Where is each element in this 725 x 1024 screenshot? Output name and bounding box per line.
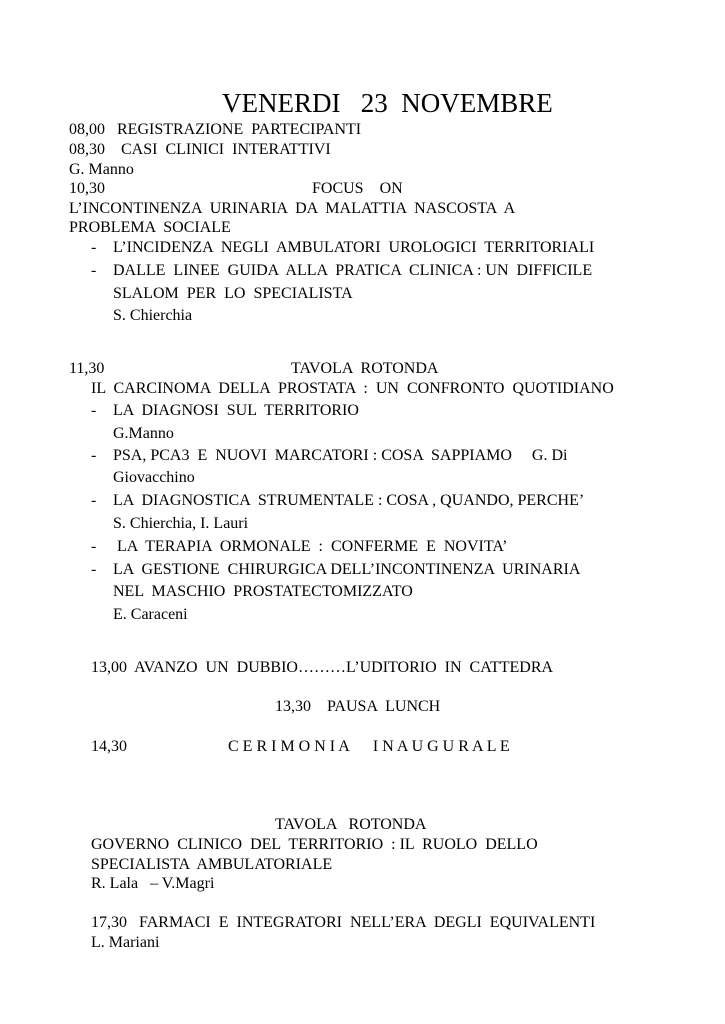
talk-title: LA GESTIONE CHIRURGICA DELL’INCONTINENZA URINARIA xyxy=(113,561,581,578)
bullet-dash: - xyxy=(91,561,97,578)
speaker-name: R. Lala – V.Magri xyxy=(91,875,215,892)
bullet-dash: - xyxy=(91,447,97,464)
speaker-name: S. Chierchia xyxy=(113,307,193,324)
session-topic: L’INCONTINENZA URINARIA DA MALATTIA NASCOSTA A xyxy=(69,200,516,217)
speaker-name: L. Mariani xyxy=(91,934,160,951)
schedule-line: 13,00 AVANZO UN DUBBIO………L’UDITORIO IN CATTEDRA xyxy=(91,659,554,676)
session-time: 14,30 xyxy=(91,738,127,755)
session-label: FOCUS ON xyxy=(312,180,403,197)
schedule-line: 08,30 CASI CLINICI INTERATTIVI xyxy=(69,141,331,158)
bullet-dash: - xyxy=(91,402,97,419)
talk-title: NEL MASCHIO PROSTATECTOMIZZATO xyxy=(113,583,413,600)
session-time: 10,30 xyxy=(69,180,105,197)
session-topic: SPECIALISTA AMBULATORIALE xyxy=(91,856,333,873)
schedule-line: 17,30 FARMACI E INTEGRATORI NELL’ERA DEGLI EQUIVALENTI xyxy=(91,914,596,931)
session-topic: PROBLEMA SOCIALE xyxy=(69,219,231,236)
schedule-line: 13,30 PAUSA LUNCH xyxy=(275,698,441,715)
session-label: TAVOLA ROTONDA xyxy=(275,816,427,833)
day-title: VENERDI 23 NOVEMBRE xyxy=(222,88,553,118)
schedule-line: 08,00 REGISTRAZIONE PARTECIPANTI xyxy=(69,121,362,138)
talk-title: PSA, PCA3 E NUOVI MARCATORI : COSA SAPPIAMO G. Di xyxy=(113,447,568,464)
bullet-dash: - xyxy=(91,239,97,256)
session-time: 11,30 xyxy=(69,360,105,377)
session-label: C E R I M O N I A I N A U G U R A L E xyxy=(228,738,510,755)
talk-title: LA DIAGNOSTICA STRUMENTALE : COSA , QUANDO, PERCHE’ xyxy=(113,492,585,509)
bullet-dash: - xyxy=(91,538,97,555)
speaker-name: E. Caraceni xyxy=(113,606,188,623)
bullet-dash: - xyxy=(91,262,97,279)
speaker-name: G.Manno xyxy=(113,425,174,442)
speaker-name: G. Manno xyxy=(69,161,134,178)
speaker-name: S. Chierchia, I. Lauri xyxy=(113,515,249,532)
speaker-name: Giovacchino xyxy=(113,469,195,486)
talk-title: DALLE LINEE GUIDA ALLA PRATICA CLINICA : UN DIFFICILE xyxy=(113,262,593,279)
talk-title: L’INCIDENZA NEGLI AMBULATORI UROLOGICI TERRITORIALI xyxy=(113,239,595,256)
talk-title: SLALOM PER LO SPECIALISTA xyxy=(113,285,353,302)
talk-title: LA TERAPIA ORMONALE : CONFERME E NOVITA’ xyxy=(117,538,508,555)
bullet-dash: - xyxy=(91,492,97,509)
session-topic: IL CARCINOMA DELLA PROSTATA : UN CONFRONTO QUOTIDIANO xyxy=(91,380,614,397)
talk-title: LA DIAGNOSI SUL TERRITORIO xyxy=(113,402,359,419)
session-label: TAVOLA ROTONDA xyxy=(291,360,439,377)
session-topic: GOVERNO CLINICO DEL TERRITORIO : IL RUOLO DELLO xyxy=(91,836,538,853)
